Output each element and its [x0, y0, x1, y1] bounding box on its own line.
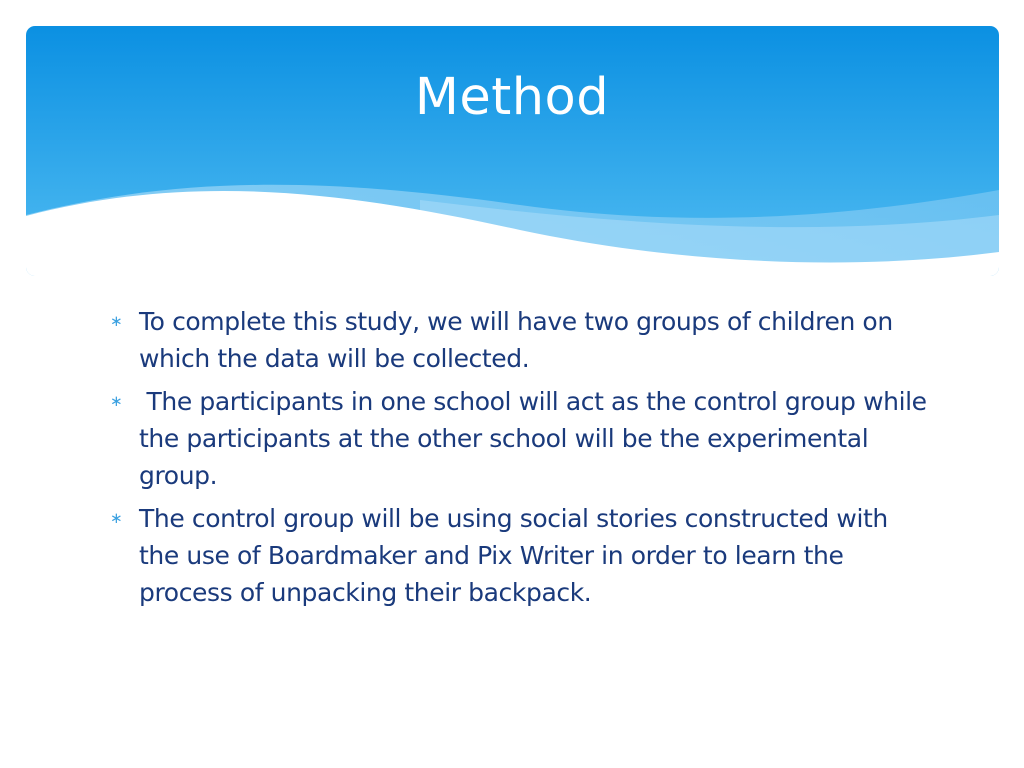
slide-title: Method: [414, 68, 610, 127]
asterisk-bullet-icon: ∗: [110, 312, 123, 330]
bullet-list: [108, 303, 935, 617]
asterisk-bullet-icon: ∗: [110, 509, 123, 527]
bullet-text: The participants in one school will act as the control group while the participants at the other school will be the experimental group.: [139, 387, 935, 490]
bullet-item-2: [108, 383, 935, 494]
bullet-text: To complete this study, we will have two groups of children on which the data will be collected.: [139, 307, 893, 373]
bullet-item-1: [108, 303, 928, 377]
bullet-item-3: [108, 500, 928, 611]
asterisk-bullet-icon: ∗: [110, 392, 123, 410]
bullet-text: The control group will be using social stories constructed with the use of Boardmaker and Pix Writer in order to learn the process of unpacking their backpack.: [139, 504, 888, 607]
header-wave-banner: [0, 0, 1024, 300]
